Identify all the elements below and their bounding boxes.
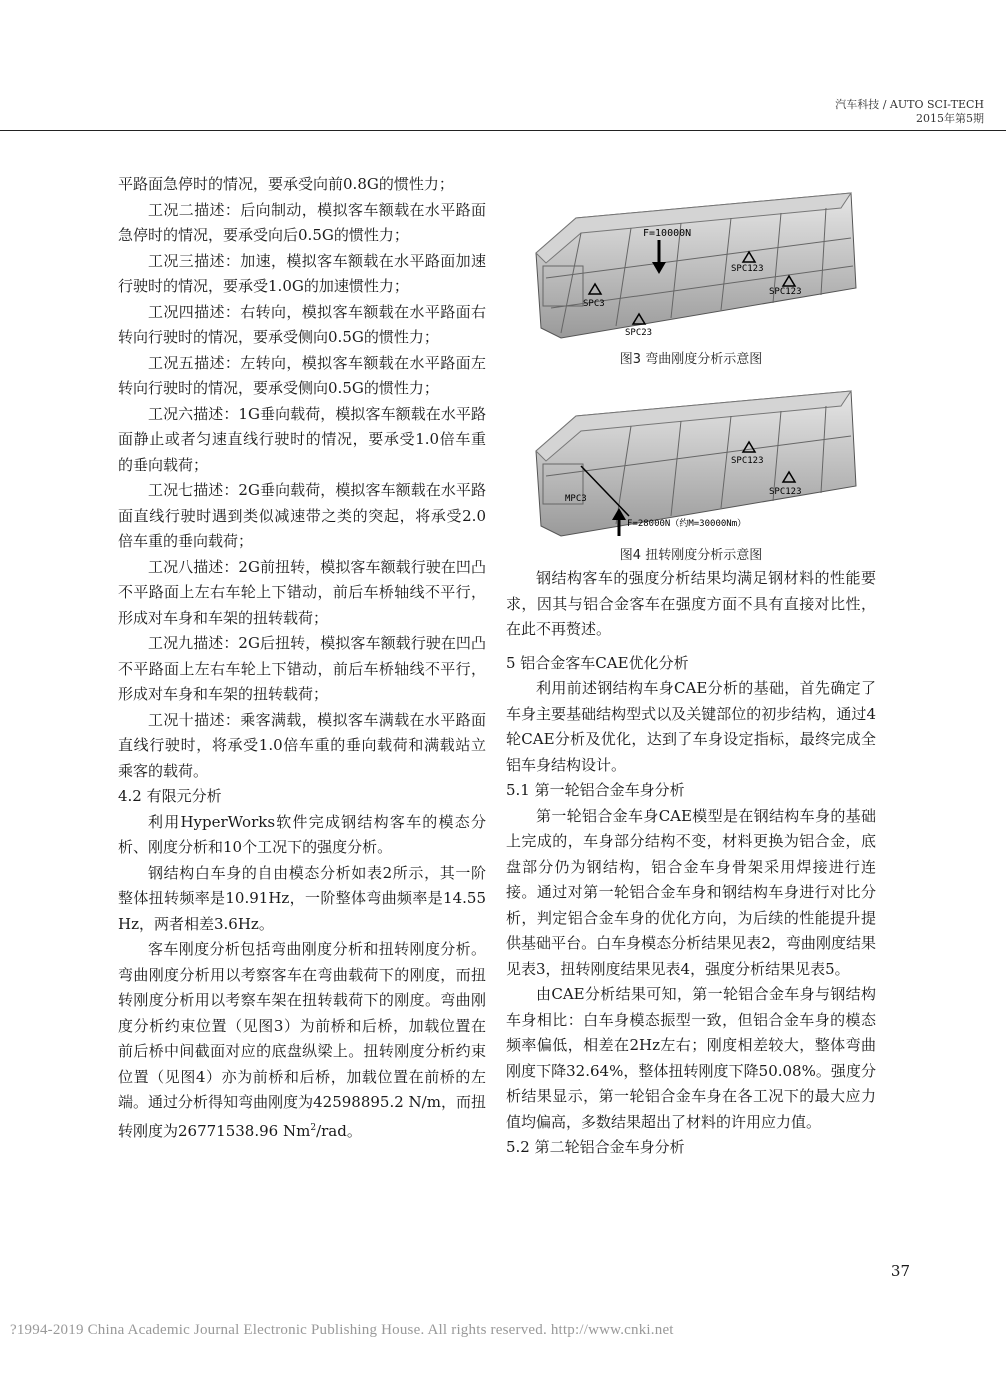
paragraph: 工况二描述：后向制动，模拟客车额载在水平路面急停时的情况，要承受向后0.5G的惯性力； [118, 200, 486, 244]
paragraph: 利用前述钢结构车身CAE分析的基础，首先确定了车身主要基础结构型式以及关键部位的初步结构，通过4轮CAE分析及优化，达到了车身设定指标，最终完成全铝车身结构设计。 [506, 679, 876, 774]
figure-caption: 图4 扭转刚度分析示意图 [619, 548, 763, 563]
paragraph: 工况九描述：2G后扭转，模拟客车额载行驶在凹凸不平路面上左右车轮上下错动，前后车桥轴线不平行，形成对车身和车架的扭转载荷； [118, 634, 486, 703]
mpc3-label: MPC3 [565, 494, 587, 504]
page-number: 37 [890, 1262, 910, 1280]
paragraph: 工况五描述：左转向，模拟客车额载在水平路面左转向行驶时的情况，要承受侧向0.5G的惯性力； [118, 353, 486, 397]
section-heading: 5 铝合金客车CAE优化分析 [506, 653, 689, 672]
force-label: F=28000N（约M=30000Nm） [627, 519, 747, 529]
journal-name: 汽车科技 / AUTO SCI-TECH [835, 98, 984, 111]
force-label: F=10000N [643, 228, 692, 239]
paragraph: 利用HyperWorks软件完成钢结构客车的模态分析、刚度分析和10个工况下的强度分析。 [118, 812, 486, 856]
paragraph: 工况七描述：2G垂向载荷，模拟客车额载在水平路面直线行驶时遇到类似减速带之类的突起，将承受2.0倍车重的垂向载荷； [118, 481, 486, 550]
figure-caption: 图3 弯曲刚度分析示意图 [619, 352, 763, 367]
spc3-label: SPC3 [583, 299, 605, 309]
left-column [118, 172, 486, 1144]
figure-4 [506, 376, 876, 566]
spc123-label: SPC123 [769, 287, 802, 297]
paragraph: 工况四描述：右转向，模拟客车额载在水平路面右转向行驶时的情况，要承受侧向0.5G的惯性力； [118, 302, 486, 346]
paragraph: 钢结构白车身的自由模态分析如表2所示，其一阶整体扭转频率是10.91Hz，一阶整体弯曲频率是14.55 Hz，两者相差3.6Hz。 [118, 863, 486, 933]
bus-torsion-diagram [521, 376, 861, 544]
paragraph-tail: /rad。 [316, 1121, 362, 1140]
spc23-label: SPC23 [625, 328, 653, 338]
right-column [506, 172, 876, 1161]
paragraph: 第一轮铝合金车身CAE模型是在钢结构车身的基础上完成的，车身部分结构不变，材料更换为铝合金，底盘部分仍为钢结构，铝合金车身骨架采用焊接进行连接。通过对第一轮铝合金车身和钢结构车身进行对比分析，判定铝合金车身的优化方向，为后续的性能提升提供基础平台。白车身模态分析结果见表2，弯曲刚度结果见表3，扭转刚度结果见表4，强度分析结果见表5。 [506, 806, 876, 978]
paragraph: 工况十描述：乘客满载，模拟客车满载在水平路面直线行驶时，将承受1.0倍车重的垂向载荷和满载站立乘客的载荷。 [118, 710, 486, 780]
paragraph: 工况六描述：1G垂向载荷，模拟客车额载在水平路面静止或者匀速直线行驶时的情况，要承受1.0倍车重的垂向载荷； [118, 404, 486, 474]
copyright-footer: ?1994-2019 China Academic Journal Electronic Publishing House. All rights reserved. http://www.cnki.net [10, 1322, 674, 1338]
figure-3 [506, 178, 876, 370]
superscript: 2 [310, 1122, 317, 1133]
header-rule [0, 130, 1006, 131]
subsection-heading: 5.2 第二轮铝合金车身分析 [506, 1138, 685, 1156]
subsection-heading: 5.1 第一轮铝合金车身分析 [506, 781, 685, 799]
spc123-label: SPC123 [769, 487, 802, 497]
paragraph: 钢结构客车的强度分析结果均满足钢材料的性能要求，因其与铝合金客车在强度方面不具有直接对比性，在此不再赘述。 [506, 569, 876, 638]
paragraph [118, 937, 486, 1144]
issue-label: 2015年第5期 [916, 112, 984, 125]
spc123-label: SPC123 [731, 264, 764, 274]
bus-bending-diagram [521, 178, 861, 348]
paragraph: 由CAE分析结果可知，第一轮铝合金车身与钢结构车身相比：白车身模态振型一致，但铝合金车身的模态频率偏低，相差在2Hz左右；刚度相差较大，整体弯曲刚度下降32.64%，整体扭转刚度下降50.08%。强度分析结果显示，第一轮铝合金车身在各工况下的最大应力值均偏高，多数结果超出了材料的许用应力值。 [506, 985, 876, 1131]
section-heading: 4.2 有限元分析 [118, 787, 222, 805]
paragraph: 工况三描述：加速，模拟客车额载在水平路面加速行驶时的情况，要承受1.0G的加速惯性力； [118, 251, 486, 295]
paragraph-text: 客车刚度分析包括弯曲刚度分析和扭转刚度分析。弯曲刚度分析用以考察客车在弯曲载荷下的刚度，而扭转刚度分析用以考察车架在扭转载荷下的刚度。弯曲刚度分析约束位置（见图3）为前桥和后桥，加载位置在前后桥中间截面对应的底盘纵梁上。扭转刚度分析约束位置（见图4）亦为前桥和后桥，加载位置在前桥的左端。通过分析得知弯曲刚度为42598895.2 N/m，而扭转刚度为26771538.96 Nm [118, 940, 486, 1140]
paragraph: 平路面急停时的情况，要承受向前0.8G的惯性力； [118, 175, 454, 193]
spc123-label: SPC123 [731, 456, 764, 466]
paragraph: 工况八描述：2G前扭转，模拟客车额载行驶在凹凸不平路面上左右车轮上下错动，前后车桥轴线不平行，形成对车身和车架的扭转载荷； [118, 557, 486, 627]
running-header [835, 98, 984, 126]
